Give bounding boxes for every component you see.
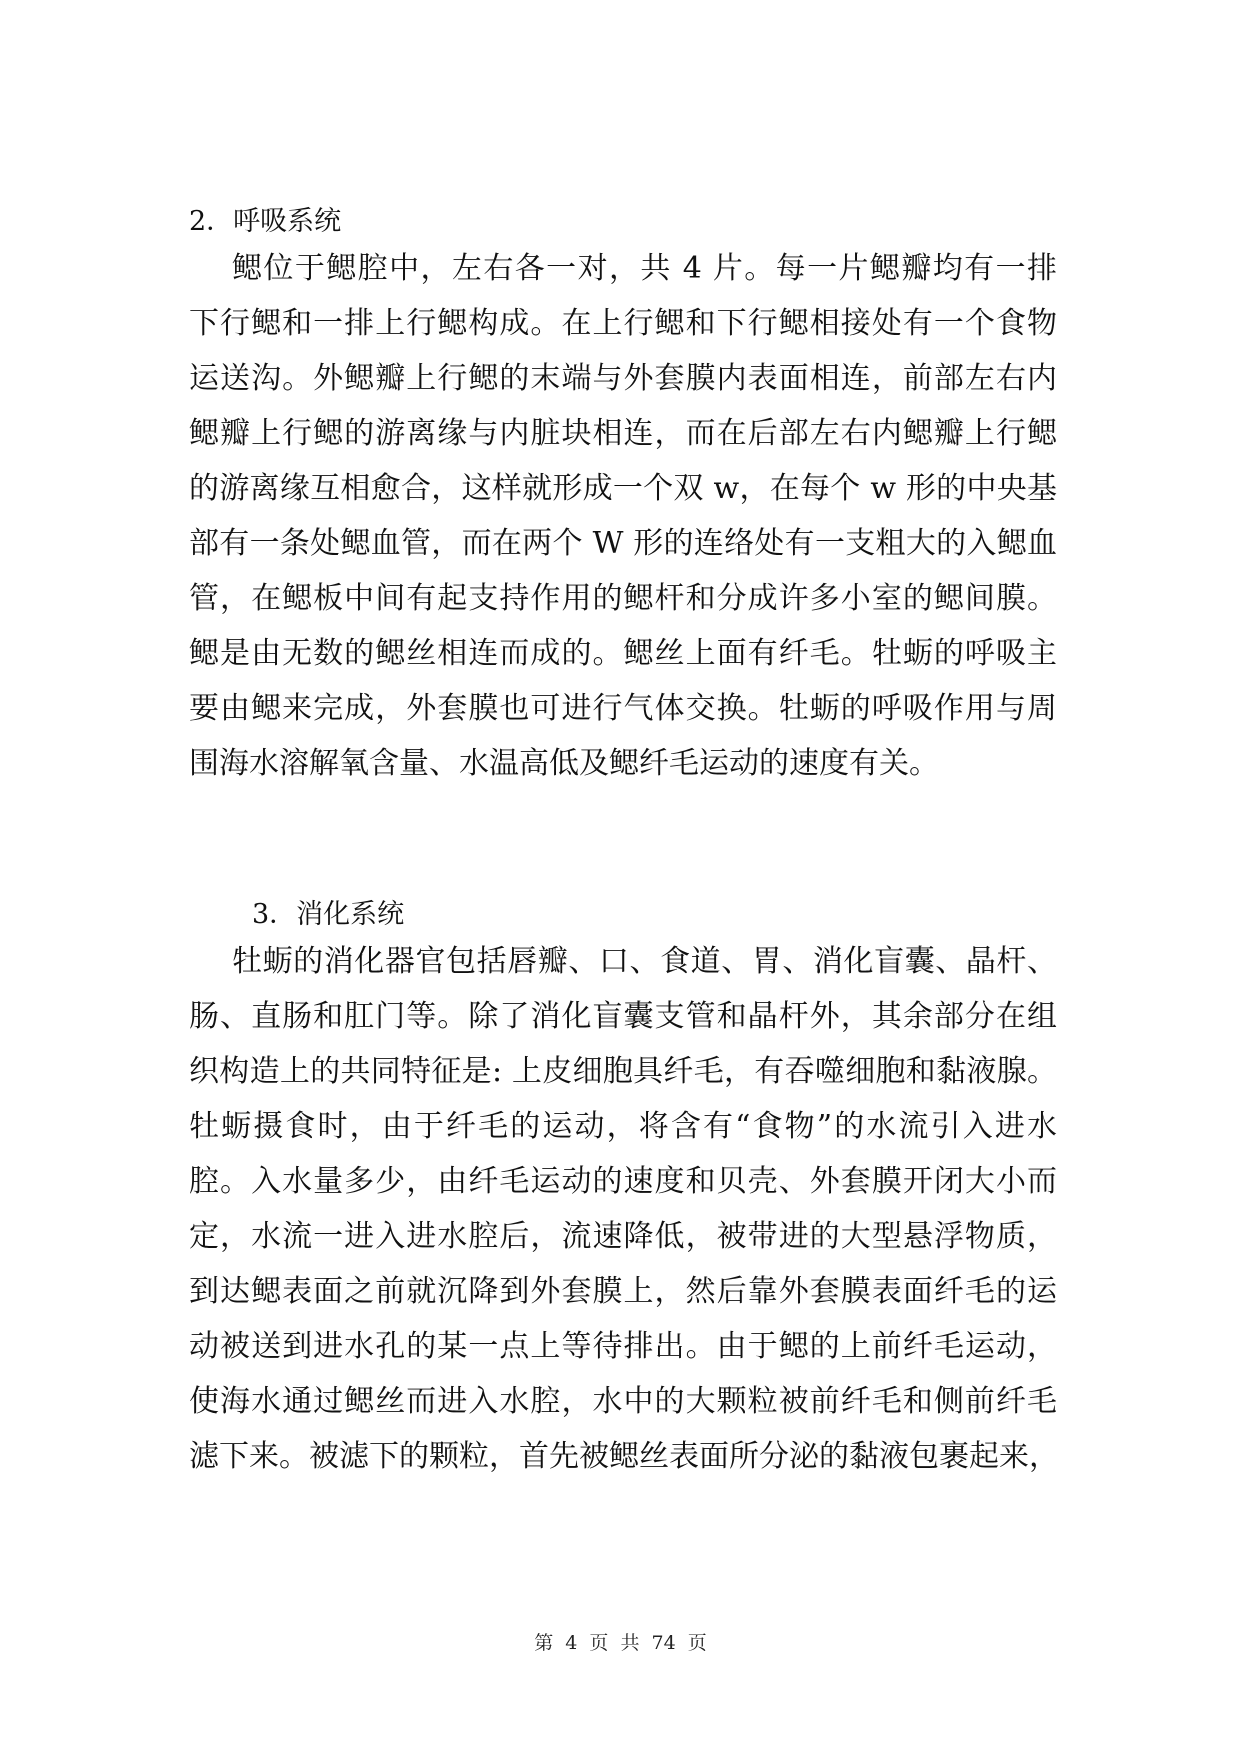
text-line: 鳃位于鳃腔中，左右各一对，共 4 片。每一片鳃瓣均有一排	[232, 251, 1057, 286]
text-line: 到达鳃表面之前就沉降到外套膜上，然后靠外套膜表面纤毛的运	[189, 1274, 1057, 1309]
text-line: 鳃瓣上行鳃的游离缘与内脏块相连，而在后部左右内鳃瓣上行鳃	[189, 416, 1057, 451]
text-line: 牡蛎摄食时，由于纤毛的运动，将含有“食物”的水流引入进水	[189, 1109, 1057, 1144]
text-line: 鳃是由无数的鳃丝相连而成的。鳃丝上面有纤毛。牡蛎的呼吸主	[189, 636, 1057, 671]
text-line: 运送沟。外鳃瓣上行鳃的末端与外套膜内表面相连，前部左右内	[189, 361, 1057, 396]
text-line: 定，水流一进入进水腔后，流速降低，被带进的大型悬浮物质，	[189, 1219, 1057, 1254]
text-line: 织构造上的共同特征是: 上皮细胞具纤毛，有吞噬细胞和黏液腺。	[189, 1054, 1057, 1089]
section-heading-respiratory: 2．呼吸系统	[189, 206, 342, 237]
text-line: 部有一条处鳃血管，而在两个 W 形的连络处有一支粗大的入鳃血	[189, 526, 1057, 561]
text-line: 围海水溶解氧含量、水温高低及鳃纤毛运动的速度有关。	[189, 746, 939, 781]
text-line: 的游离缘互相愈合，这样就形成一个双 w，在每个 w 形的中央基	[189, 471, 1057, 506]
text-line: 肠、直肠和肛门等。除了消化盲囊支管和晶杆外，其余部分在组	[189, 999, 1057, 1034]
text-line: 管，在鳃板中间有起支持作用的鳃杆和分成许多小室的鳃间膜。	[189, 581, 1057, 616]
section-heading-digestive: 3．消化系统	[252, 899, 405, 930]
text-line: 动被送到进水孔的某一点上等待排出。由于鳃的上前纤毛运动，	[189, 1329, 1057, 1364]
text-line: 下行鳃和一排上行鳃构成。在上行鳃和下行鳃相接处有一个食物	[189, 306, 1057, 341]
text-line: 牡蛎的消化器官包括唇瓣、口、食道、胃、消化盲囊、晶杆、	[232, 944, 1057, 979]
page-number-footer: 第 4 页 共 74 页	[534, 1632, 707, 1654]
text-line: 要由鳃来完成，外套膜也可进行气体交换。牡蛎的呼吸作用与周	[189, 691, 1057, 726]
text-line: 使海水通过鳃丝而进入水腔，水中的大颗粒被前纤毛和侧前纤毛	[189, 1384, 1057, 1419]
text-line: 滤下来。被滤下的颗粒，首先被鳃丝表面所分泌的黏液包裹起来，	[189, 1439, 1059, 1474]
text-line: 腔。入水量多少，由纤毛运动的速度和贝壳、外套膜开闭大小而	[189, 1164, 1057, 1199]
